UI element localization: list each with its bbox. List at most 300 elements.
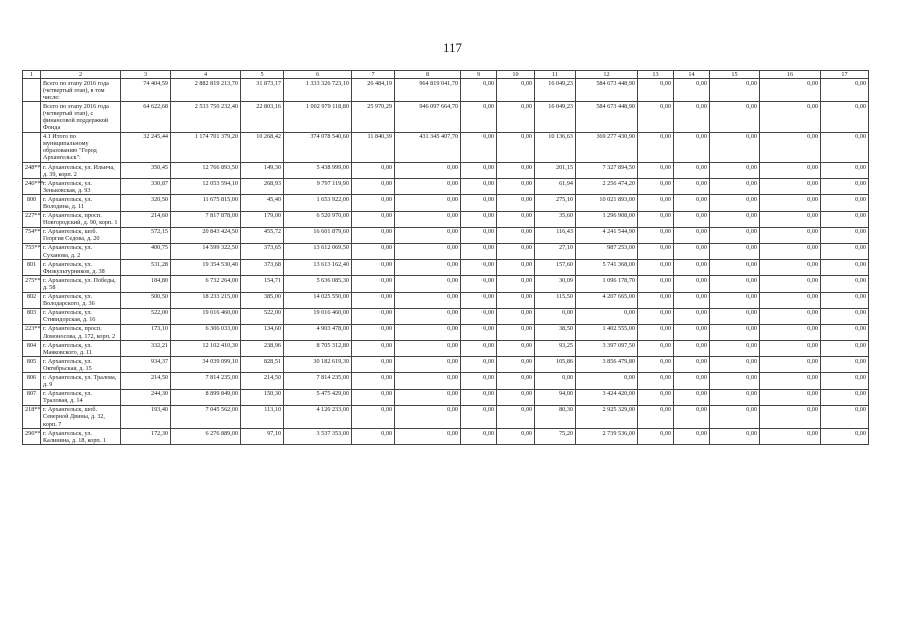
address-cell: г. Архангельск, просп. Ломоносова, д. 172, корп. 2 bbox=[41, 324, 121, 340]
row-id-cell bbox=[23, 102, 41, 132]
address-cell: г. Архангельск, ул. Физкультурников, д. 38 bbox=[41, 260, 121, 276]
column-number-cell: 16 bbox=[760, 71, 821, 79]
value-cell: 0,00 bbox=[821, 405, 869, 428]
value-cell: 0,00 bbox=[497, 292, 535, 308]
value-cell: 0,00 bbox=[821, 163, 869, 179]
value-cell: 934,37 bbox=[121, 357, 171, 373]
value-cell: 0,00 bbox=[710, 243, 760, 259]
value-cell: 3 424 420,00 bbox=[576, 389, 638, 405]
value-cell: 0,00 bbox=[395, 195, 461, 211]
value-cell: 16 049,23 bbox=[535, 102, 576, 132]
value-cell: 0,00 bbox=[638, 357, 674, 373]
value-cell: 0,00 bbox=[674, 260, 710, 276]
value-cell: 0,00 bbox=[710, 195, 760, 211]
value-cell: 0,00 bbox=[710, 389, 760, 405]
value-cell: 0,00 bbox=[395, 357, 461, 373]
table-row bbox=[23, 260, 869, 276]
table-row bbox=[23, 195, 869, 211]
value-cell: 201,15 bbox=[535, 163, 576, 179]
value-cell: 12 766 893,50 bbox=[171, 163, 241, 179]
value-cell: 0,00 bbox=[710, 341, 760, 357]
value-cell: 0,00 bbox=[821, 308, 869, 324]
value-cell: 10 268,42 bbox=[241, 132, 284, 162]
value-cell: 0,00 bbox=[497, 132, 535, 162]
value-cell: 0,00 bbox=[760, 405, 821, 428]
column-number-cell: 2 bbox=[41, 71, 121, 79]
value-cell: 0,00 bbox=[461, 429, 497, 445]
value-cell: 7 814 235,00 bbox=[284, 373, 352, 389]
value-cell: 149,30 bbox=[241, 163, 284, 179]
program-table bbox=[22, 70, 869, 445]
value-cell: 0,00 bbox=[352, 227, 395, 243]
value-cell: 0,00 bbox=[674, 132, 710, 162]
address-cell: Всего по этапу 2016 года (четвертый этап), с финансовой поддержкой Фонда bbox=[41, 102, 121, 132]
value-cell: 0,00 bbox=[638, 260, 674, 276]
value-cell: 34 039 099,10 bbox=[171, 357, 241, 373]
value-cell: 94,00 bbox=[535, 389, 576, 405]
value-cell: 0,00 bbox=[461, 132, 497, 162]
row-id-cell: 755** bbox=[23, 243, 41, 259]
value-cell: 0,00 bbox=[638, 132, 674, 162]
value-cell: 0,00 bbox=[674, 243, 710, 259]
value-cell: 11 675 815,00 bbox=[171, 195, 241, 211]
column-number-cell: 4 bbox=[171, 71, 241, 79]
value-cell: 2 533 750 232,40 bbox=[171, 102, 241, 132]
table-row bbox=[23, 341, 869, 357]
value-cell: 4 120 233,00 bbox=[284, 405, 352, 428]
address-cell: г. Архангельск, ул. Октябрьская, д. 15 bbox=[41, 357, 121, 373]
value-cell: 6 276 889,00 bbox=[171, 429, 241, 445]
value-cell: 0,00 bbox=[760, 373, 821, 389]
value-cell: 0,00 bbox=[710, 211, 760, 227]
value-cell: 0,00 bbox=[821, 373, 869, 389]
value-cell: 0,00 bbox=[497, 260, 535, 276]
address-cell: г. Архангельск, ул. Маяковского, д. 11 bbox=[41, 341, 121, 357]
value-cell: 0,00 bbox=[461, 179, 497, 195]
value-cell: 0,00 bbox=[710, 179, 760, 195]
value-cell: 7 814 235,00 bbox=[171, 373, 241, 389]
row-id-cell: 248** bbox=[23, 163, 41, 179]
value-cell: 400,75 bbox=[121, 243, 171, 259]
value-cell: 214,50 bbox=[241, 373, 284, 389]
value-cell: 0,00 bbox=[497, 341, 535, 357]
table-row bbox=[23, 102, 869, 132]
value-cell: 350,45 bbox=[121, 163, 171, 179]
value-cell: 0,00 bbox=[674, 79, 710, 102]
value-cell: 828,51 bbox=[241, 357, 284, 373]
value-cell: 0,00 bbox=[674, 373, 710, 389]
value-cell: 0,00 bbox=[395, 429, 461, 445]
value-cell: 0,00 bbox=[760, 211, 821, 227]
row-id-cell: 218** bbox=[23, 405, 41, 428]
value-cell: 31 873,17 bbox=[241, 79, 284, 102]
row-id-cell: 754** bbox=[23, 227, 41, 243]
value-cell: 0,00 bbox=[710, 429, 760, 445]
value-cell: 0,00 bbox=[760, 163, 821, 179]
value-cell: 431 345 407,70 bbox=[395, 132, 461, 162]
value-cell: 268,93 bbox=[241, 179, 284, 195]
value-cell: 0,00 bbox=[352, 243, 395, 259]
value-cell: 0,00 bbox=[821, 179, 869, 195]
value-cell: 0,00 bbox=[461, 102, 497, 132]
value-cell: 0,00 bbox=[821, 211, 869, 227]
value-cell: 105,86 bbox=[535, 357, 576, 373]
column-number-cell: 8 bbox=[395, 71, 461, 79]
value-cell: 0,00 bbox=[674, 211, 710, 227]
value-cell: 373,65 bbox=[241, 243, 284, 259]
value-cell: 8 899 849,00 bbox=[171, 389, 241, 405]
value-cell: 0,00 bbox=[535, 373, 576, 389]
value-cell: 0,00 bbox=[638, 276, 674, 292]
table-row bbox=[23, 211, 869, 227]
column-number-cell: 14 bbox=[674, 71, 710, 79]
value-cell: 3 397 097,50 bbox=[576, 341, 638, 357]
value-cell: 0,00 bbox=[638, 405, 674, 428]
value-cell: 522,00 bbox=[241, 308, 284, 324]
value-cell: 0,00 bbox=[674, 341, 710, 357]
row-id-cell: 275** bbox=[23, 276, 41, 292]
value-cell: 0,00 bbox=[352, 211, 395, 227]
value-cell: 0,00 bbox=[674, 227, 710, 243]
value-cell: 0,00 bbox=[760, 260, 821, 276]
value-cell: 20 843 424,50 bbox=[171, 227, 241, 243]
value-cell: 0,00 bbox=[461, 405, 497, 428]
table-row bbox=[23, 429, 869, 445]
value-cell: 19 016 460,00 bbox=[284, 308, 352, 324]
value-cell: 0,00 bbox=[710, 292, 760, 308]
value-cell: 0,00 bbox=[461, 260, 497, 276]
address-cell: г. Архангельск, ул. Калинина, д. 18, корп. 1 bbox=[41, 429, 121, 445]
row-id-cell bbox=[23, 79, 41, 102]
value-cell: 0,00 bbox=[395, 405, 461, 428]
value-cell: 0,00 bbox=[352, 292, 395, 308]
value-cell: 0,00 bbox=[461, 341, 497, 357]
column-number-cell: 12 bbox=[576, 71, 638, 79]
value-cell: 0,00 bbox=[710, 357, 760, 373]
value-cell: 193,40 bbox=[121, 405, 171, 428]
value-cell: 0,00 bbox=[352, 357, 395, 373]
value-cell: 173,10 bbox=[121, 324, 171, 340]
value-cell: 0,00 bbox=[760, 102, 821, 132]
value-cell: 5 741 368,00 bbox=[576, 260, 638, 276]
value-cell: 455,72 bbox=[241, 227, 284, 243]
value-cell: 0,00 bbox=[497, 276, 535, 292]
value-cell: 0,00 bbox=[760, 276, 821, 292]
column-number-cell: 13 bbox=[638, 71, 674, 79]
table-row bbox=[23, 227, 869, 243]
value-cell: 0,00 bbox=[674, 102, 710, 132]
value-cell: 2 256 474,20 bbox=[576, 179, 638, 195]
row-id-cell: 806 bbox=[23, 373, 41, 389]
value-cell: 179,00 bbox=[241, 211, 284, 227]
value-cell: 0,00 bbox=[461, 211, 497, 227]
value-cell: 374 078 540,60 bbox=[284, 132, 352, 162]
column-number-cell: 15 bbox=[710, 71, 760, 79]
value-cell: 584 673 448,90 bbox=[576, 79, 638, 102]
value-cell: 244,30 bbox=[121, 389, 171, 405]
column-number-cell: 7 bbox=[352, 71, 395, 79]
value-cell: 0,00 bbox=[674, 324, 710, 340]
value-cell: 0,00 bbox=[638, 211, 674, 227]
value-cell: 12 102 410,30 bbox=[171, 341, 241, 357]
value-cell: 0,00 bbox=[638, 429, 674, 445]
value-cell: 0,00 bbox=[760, 79, 821, 102]
value-cell: 0,00 bbox=[674, 179, 710, 195]
address-cell: г. Архангельск, шоб. Северной Двины, д. 32, корп. 7 bbox=[41, 405, 121, 428]
address-cell: Всего по этапу 2016 года (четвертый этап), в том числе: bbox=[41, 79, 121, 102]
value-cell: 0,00 bbox=[821, 132, 869, 162]
value-cell: 0,00 bbox=[674, 276, 710, 292]
value-cell: 0,00 bbox=[352, 179, 395, 195]
value-cell: 30 182 619,30 bbox=[284, 357, 352, 373]
value-cell: 0,00 bbox=[461, 389, 497, 405]
value-cell: 0,00 bbox=[710, 79, 760, 102]
value-cell: 0,00 bbox=[497, 102, 535, 132]
value-cell: 0,00 bbox=[461, 373, 497, 389]
address-cell: г. Архангельск, ул. Володарского, д. 36 bbox=[41, 292, 121, 308]
value-cell: 0,00 bbox=[760, 308, 821, 324]
value-cell: 0,00 bbox=[395, 373, 461, 389]
table-row bbox=[23, 243, 869, 259]
address-cell: г. Архангельск, ул. Победы, д. 58 bbox=[41, 276, 121, 292]
value-cell: 0,00 bbox=[760, 179, 821, 195]
value-cell: 0,00 bbox=[461, 308, 497, 324]
column-number-cell: 6 bbox=[284, 71, 352, 79]
value-cell: 0,00 bbox=[821, 429, 869, 445]
value-cell: 0,00 bbox=[352, 276, 395, 292]
value-cell: 0,00 bbox=[760, 227, 821, 243]
table-row bbox=[23, 373, 869, 389]
value-cell: 2 882 819 213,70 bbox=[171, 79, 241, 102]
value-cell: 0,00 bbox=[352, 389, 395, 405]
value-cell: 150,30 bbox=[241, 389, 284, 405]
value-cell: 0,00 bbox=[497, 308, 535, 324]
value-cell: 6 520 970,00 bbox=[284, 211, 352, 227]
value-cell: 0,00 bbox=[497, 79, 535, 102]
value-cell: 61,94 bbox=[535, 179, 576, 195]
value-cell: 0,00 bbox=[352, 405, 395, 428]
value-cell: 0,00 bbox=[760, 324, 821, 340]
value-cell: 0,00 bbox=[710, 373, 760, 389]
value-cell: 0,00 bbox=[674, 195, 710, 211]
value-cell: 0,00 bbox=[352, 341, 395, 357]
value-cell: 7 327 894,50 bbox=[576, 163, 638, 179]
value-cell: 0,00 bbox=[760, 132, 821, 162]
value-cell: 0,00 bbox=[497, 324, 535, 340]
value-cell: 0,00 bbox=[710, 324, 760, 340]
value-cell: 14 599 322,50 bbox=[171, 243, 241, 259]
value-cell: 275,10 bbox=[535, 195, 576, 211]
value-cell: 0,00 bbox=[638, 227, 674, 243]
value-cell: 0,00 bbox=[821, 260, 869, 276]
value-cell: 0,00 bbox=[497, 211, 535, 227]
value-cell: 5 636 085,30 bbox=[284, 276, 352, 292]
value-cell: 0,00 bbox=[638, 79, 674, 102]
value-cell: 572,15 bbox=[121, 227, 171, 243]
value-cell: 0,00 bbox=[461, 227, 497, 243]
value-cell: 11 840,39 bbox=[352, 132, 395, 162]
value-cell: 0,00 bbox=[638, 341, 674, 357]
value-cell: 0,00 bbox=[710, 405, 760, 428]
value-cell: 0,00 bbox=[497, 163, 535, 179]
value-cell: 16 601 879,60 bbox=[284, 227, 352, 243]
value-cell: 116,43 bbox=[535, 227, 576, 243]
value-cell: 64 622,68 bbox=[121, 102, 171, 132]
value-cell: 38,50 bbox=[535, 324, 576, 340]
value-cell: 0,00 bbox=[821, 389, 869, 405]
value-cell: 0,00 bbox=[497, 429, 535, 445]
value-cell: 0,00 bbox=[821, 292, 869, 308]
column-number-row bbox=[23, 71, 869, 79]
value-cell: 0,00 bbox=[760, 195, 821, 211]
value-cell: 14 025 550,00 bbox=[284, 292, 352, 308]
address-cell: г. Архангельск, ул. Траловая, д. 14 bbox=[41, 389, 121, 405]
table-row bbox=[23, 405, 869, 428]
column-number-cell: 17 bbox=[821, 71, 869, 79]
value-cell: 0,00 bbox=[352, 429, 395, 445]
value-cell: 45,40 bbox=[241, 195, 284, 211]
value-cell: 0,00 bbox=[576, 308, 638, 324]
table-row bbox=[23, 179, 869, 195]
value-cell: 330,87 bbox=[121, 179, 171, 195]
page-number: 117 bbox=[442, 40, 463, 55]
value-cell: 18 233 215,00 bbox=[171, 292, 241, 308]
value-cell: 3 537 353,00 bbox=[284, 429, 352, 445]
value-cell: 2 925 329,00 bbox=[576, 405, 638, 428]
value-cell: 0,00 bbox=[638, 179, 674, 195]
column-number-cell: 5 bbox=[241, 71, 284, 79]
value-cell: 0,00 bbox=[821, 357, 869, 373]
value-cell: 0,00 bbox=[821, 79, 869, 102]
value-cell: 0,00 bbox=[497, 195, 535, 211]
value-cell: 0,00 bbox=[352, 324, 395, 340]
value-cell: 5 438 999,00 bbox=[284, 163, 352, 179]
value-cell: 0,00 bbox=[674, 163, 710, 179]
value-cell: 946 097 664,70 bbox=[395, 102, 461, 132]
value-cell: 0,00 bbox=[760, 429, 821, 445]
value-cell: 0,00 bbox=[674, 429, 710, 445]
row-id-cell bbox=[23, 132, 41, 162]
value-cell: 0,00 bbox=[638, 243, 674, 259]
value-cell: 0,00 bbox=[638, 102, 674, 132]
value-cell: 1 002 979 118,80 bbox=[284, 102, 352, 132]
value-cell: 0,00 bbox=[352, 308, 395, 324]
value-cell: 1 174 701 379,20 bbox=[171, 132, 241, 162]
address-cell: г. Архангельск, ул. Стивидорская, д. 16 bbox=[41, 308, 121, 324]
column-number-cell: 9 bbox=[461, 71, 497, 79]
value-cell: 0,00 bbox=[760, 389, 821, 405]
value-cell: 0,00 bbox=[710, 227, 760, 243]
value-cell: 0,00 bbox=[821, 227, 869, 243]
row-id-cell: 800 bbox=[23, 195, 41, 211]
table-row bbox=[23, 79, 869, 102]
value-cell: 0,00 bbox=[638, 195, 674, 211]
value-cell: 0,00 bbox=[461, 324, 497, 340]
value-cell: 0,00 bbox=[395, 341, 461, 357]
value-cell: 4 241 544,90 bbox=[576, 227, 638, 243]
value-cell: 0,00 bbox=[638, 163, 674, 179]
value-cell: 0,00 bbox=[674, 405, 710, 428]
value-cell: 369 277 430,90 bbox=[576, 132, 638, 162]
value-cell: 4 903 478,00 bbox=[284, 324, 352, 340]
value-cell: 385,00 bbox=[241, 292, 284, 308]
value-cell: 0,00 bbox=[461, 195, 497, 211]
value-cell: 74 404,59 bbox=[121, 79, 171, 102]
value-cell: 500,50 bbox=[121, 292, 171, 308]
value-cell: 0,00 bbox=[821, 102, 869, 132]
column-number-cell: 3 bbox=[121, 71, 171, 79]
value-cell: 0,00 bbox=[395, 389, 461, 405]
table-row bbox=[23, 132, 869, 162]
value-cell: 0,00 bbox=[821, 341, 869, 357]
value-cell: 0,00 bbox=[760, 292, 821, 308]
value-cell: 0,00 bbox=[395, 243, 461, 259]
value-cell: 584 673 448,90 bbox=[576, 102, 638, 132]
table-row bbox=[23, 308, 869, 324]
value-cell: 0,00 bbox=[710, 276, 760, 292]
value-cell: 16 049,23 bbox=[535, 79, 576, 102]
value-cell: 522,00 bbox=[121, 308, 171, 324]
value-cell: 0,00 bbox=[461, 357, 497, 373]
row-id-cell: 296** bbox=[23, 429, 41, 445]
value-cell: 373,68 bbox=[241, 260, 284, 276]
value-cell: 0,00 bbox=[497, 179, 535, 195]
value-cell: 157,60 bbox=[535, 260, 576, 276]
row-id-cell: 801 bbox=[23, 260, 41, 276]
value-cell: 113,10 bbox=[241, 405, 284, 428]
value-cell: 0,00 bbox=[576, 373, 638, 389]
value-cell: 32 245,44 bbox=[121, 132, 171, 162]
row-id-cell: 807 bbox=[23, 389, 41, 405]
row-id-cell: 246*** bbox=[23, 179, 41, 195]
value-cell: 0,00 bbox=[395, 179, 461, 195]
value-cell: 35,60 bbox=[535, 211, 576, 227]
value-cell: 97,10 bbox=[241, 429, 284, 445]
value-cell: 184,80 bbox=[121, 276, 171, 292]
value-cell: 80,30 bbox=[535, 405, 576, 428]
value-cell: 134,60 bbox=[241, 324, 284, 340]
value-cell: 1 653 922,00 bbox=[284, 195, 352, 211]
address-cell: г. Архангельск, ул. Суханова, д. 2 bbox=[41, 243, 121, 259]
value-cell: 9 797 119,90 bbox=[284, 179, 352, 195]
value-cell: 13 612 069,50 bbox=[284, 243, 352, 259]
table-body bbox=[23, 71, 869, 445]
row-id-cell: 802 bbox=[23, 292, 41, 308]
value-cell: 5 475 429,00 bbox=[284, 389, 352, 405]
value-cell: 0,00 bbox=[535, 308, 576, 324]
value-cell: 0,00 bbox=[760, 341, 821, 357]
table-row bbox=[23, 389, 869, 405]
table-row bbox=[23, 324, 869, 340]
value-cell: 0,00 bbox=[638, 389, 674, 405]
address-cell: г. Архангельск, ул. Зеньковская, д. 93 bbox=[41, 179, 121, 195]
value-cell: 0,00 bbox=[710, 308, 760, 324]
value-cell: 93,25 bbox=[535, 341, 576, 357]
address-cell: 4.1 Итого по муниципальному образованию "Город Архангельск": bbox=[41, 132, 121, 162]
row-id-cell: 805 bbox=[23, 357, 41, 373]
value-cell: 320,50 bbox=[121, 195, 171, 211]
row-id-cell: 227** bbox=[23, 211, 41, 227]
value-cell: 0,00 bbox=[395, 324, 461, 340]
value-cell: 0,00 bbox=[497, 243, 535, 259]
value-cell: 0,00 bbox=[352, 373, 395, 389]
value-cell: 0,00 bbox=[710, 102, 760, 132]
value-cell: 0,00 bbox=[395, 211, 461, 227]
value-cell: 0,00 bbox=[760, 357, 821, 373]
value-cell: 0,00 bbox=[760, 243, 821, 259]
value-cell: 0,00 bbox=[497, 227, 535, 243]
value-cell: 0,00 bbox=[497, 373, 535, 389]
